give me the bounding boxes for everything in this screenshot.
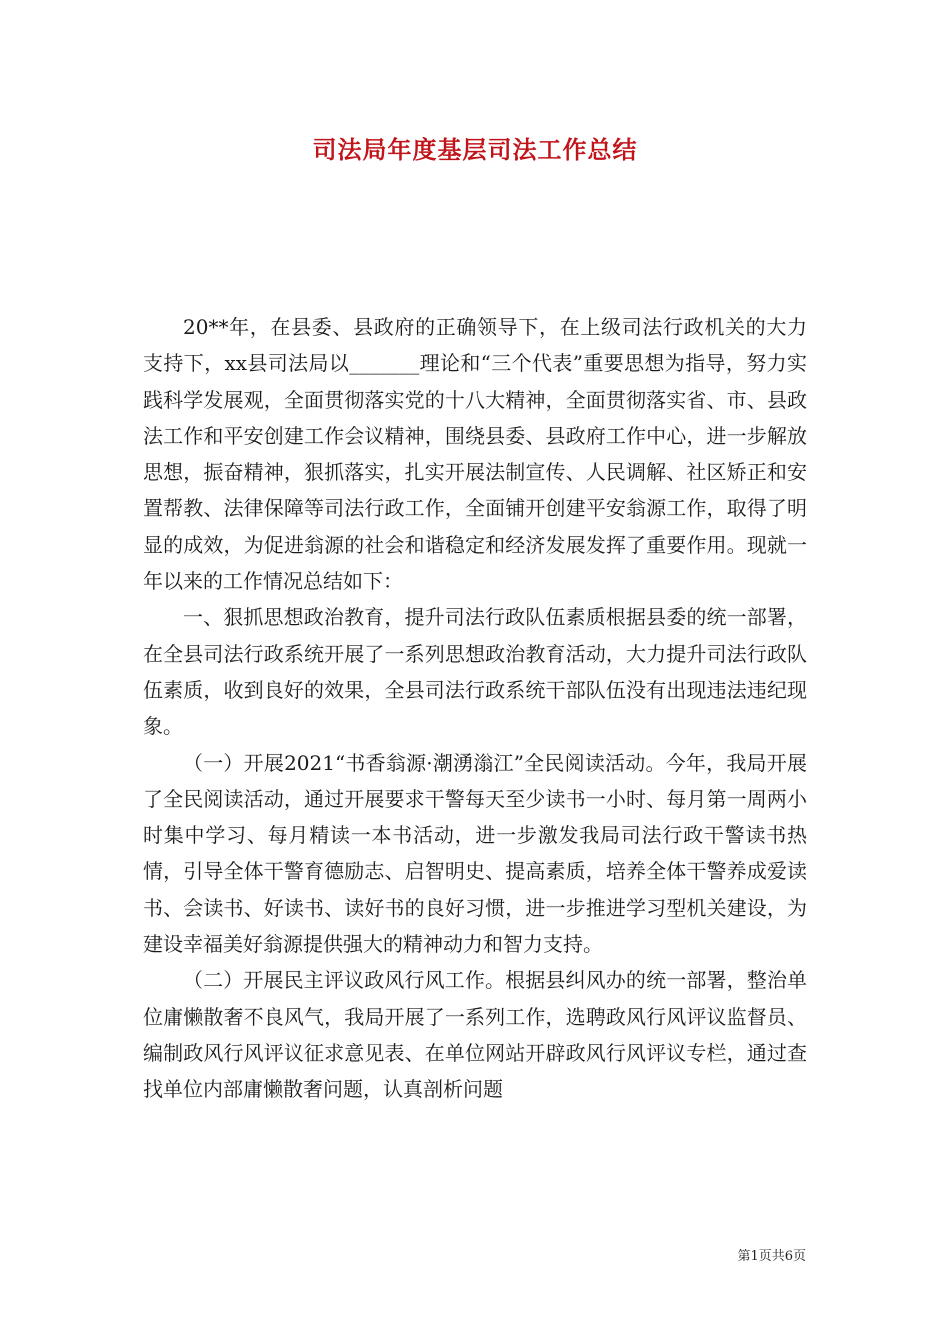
paragraph-intro: 20**年，在县委、县政府的正确领导下，在上级司法行政机关的大力支持下，xx县司法局以_______理论和“三个代表”重要思想为指导，努力实践科学发展观，全面贯彻落实党的十八大精神，全面贯彻落实省、市、县政法工作和平安创建工作会议精神，围绕县委、县政府工作中心，进一步解放思想，振奋精神，狠抓落实，扎实开展法制宣传、人民调解、社区矫正和安置帮教、法律保障等司法行政工作，全面铺开创建平安翁源工作，取得了明显的成效，为促进翁源的社会和谐稳定和经济发展发挥了重要作用。现就一年以来的工作情况总结如下： xyxy=(143,315,807,594)
document-title: 司法局年度基层司法工作总结 xyxy=(312,135,638,164)
paragraph-subsection-2: （二）开展民主评议政风行风工作。根据县纠风办的统一部署，整治单位庸懒散奢不良风气，我局开展了一系列工作，选聘政风行风评议监督员、编制政风行风评议征求意见表、在单位网站开辟政风行风评议专栏，通过查找单位内部庸懒散奢问题，认真剖析问题 xyxy=(143,968,807,1102)
page-number: 第1页共6页 xyxy=(737,1249,806,1264)
paragraph-subsection-1: （一）开展2021“书香翁源·潮湧滃江”全民阅读活动。今年，我局开展了全民阅读活动，通过开展要求干警每天至少读书一小时、每月第一周两小时集中学习、每月精读一本书活动，进一步激发我局司法行政干警读书热情，引导全体干警育德励志、启智明史、提高素质，培养全体干警养成爱读书、会读书、好读书、读好书的良好习惯，进一步推进学习型机关建设，为建设幸福美好翁源提供强大的精神动力和智力支持。 xyxy=(143,750,807,957)
document-body xyxy=(143,309,807,1108)
paragraph-section-1: 一、狠抓思想政治教育，提升司法行政队伍素质根据县委的统一部署，在全县司法行政系统开展了一系列思想政治教育活动，大力提升司法行政队伍素质，收到良好的效果，全县司法行政系统干部队伍没有出现违法违纪现象。 xyxy=(143,605,807,739)
